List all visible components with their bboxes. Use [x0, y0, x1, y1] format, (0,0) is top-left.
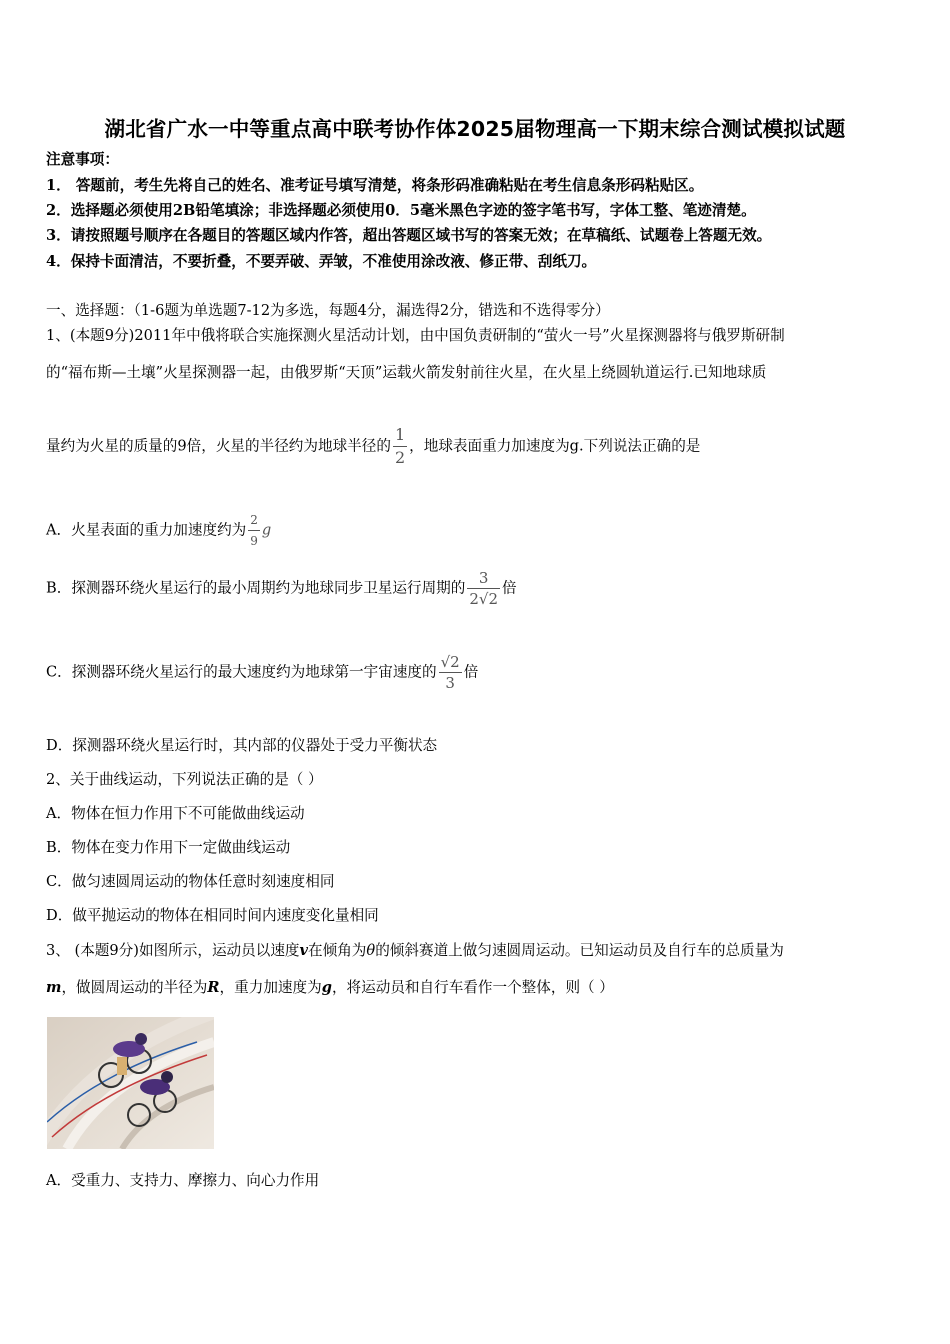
notice-heading: 注意事项： [46, 151, 119, 168]
q2-option-d: D．做平抛运动的物体在相同时间内速度变化量相同 [46, 907, 379, 924]
q1-stem-line: 1、(本题9分)2011年中俄将联合实施探测火星活动计划，由中国负责研制的“萤火一号”火星探测器将与俄罗斯研制 [46, 327, 785, 344]
section-heading: 一、选择题：（1-6题为单选题7-12为多选，每题4分，漏选得2分，错选和不选得零分） [46, 302, 610, 319]
cyclists-photo [47, 1017, 214, 1149]
fraction: $\frac{1}{2}$ [394, 425, 406, 467]
q1-option-a: A．火星表面的重力加速度约为 $\frac{2}{9}$ g [46, 510, 271, 551]
q1-option-c: C．探测器环绕火星运行的最大速度约为地球第一宇宙速度的 $\frac{√2}{3}$ 倍 [46, 653, 479, 692]
q2-option-a: A．物体在恒力作用下不可能做曲线运动 [46, 805, 305, 822]
q1-stem-line: 量约为火星的质量的9倍，火星的半径约为地球半径的 $\frac{1}{2}$ ，地球表面重力加速度为g.下列说法正确的是 [46, 425, 701, 467]
q3-stem-line: m，做圆周运动的半径为R，重力加速度为g，将运动员和自行车看作一个整体，则（ ） [46, 979, 614, 996]
page-title: 湖北省广水一中等重点高中联考协作体2025届物理高一下期末综合测试模拟试题 [104, 117, 846, 141]
q2-stem: 2、关于曲线运动，下列说法正确的是（ ） [46, 771, 323, 788]
q1-option-d: D．探测器环绕火星运行时，其内部的仪器处于受力平衡状态 [46, 737, 438, 754]
q1-option-b: B．探测器环绕火星运行的最小周期约为地球同步卫星运行周期的 $\frac{3}{2√2}$ 倍 [46, 569, 517, 608]
q2-option-c: C．做匀速圆周运动的物体任意时刻速度相同 [46, 873, 335, 890]
q2-option-b: B．物体在变力作用下一定做曲线运动 [46, 839, 291, 856]
q1-stem-line: 的“福布斯—土壤”火星探测器一起，由俄罗斯“天顶”运载火箭发射前往火星，在火星上绕圆轨道运行.已知地球质 [46, 364, 767, 381]
q3-stem-line: 3、 (本题9分)如图所示，运动员以速度v在倾角为θ的倾斜赛道上做匀速圆周运动。已知运动员及自行车的总质量为 [46, 942, 784, 959]
notice-item: 3．请按照题号顺序在各题目的答题区域内作答，超出答题区域书写的答案无效；在草稿纸、试题卷上答题无效。 [46, 227, 772, 244]
notice-item: 1． 答题前，考生先将自己的姓名、准考证号填写清楚，将条形码准确粘贴在考生信息条形码粘贴区。 [46, 177, 704, 194]
fraction: $\frac{√2}{3}$ [440, 653, 460, 692]
notice-item: 4．保持卡面清洁，不要折叠，不要弄破、弄皱，不准使用涂改液、修正带、刮纸刀。 [46, 253, 597, 270]
fraction: $\frac{3}{2√2}$ [469, 569, 499, 608]
q3-option-a: A．受重力、支持力、摩擦力、向心力作用 [46, 1172, 320, 1189]
notice-item: 2．选择题必须使用2B铅笔填涂；非选择题必须使用0．5毫米黑色字迹的签字笔书写，字体工整、笔迹清楚。 [46, 202, 756, 219]
fraction: $\frac{2}{9}$ [248, 510, 260, 551]
